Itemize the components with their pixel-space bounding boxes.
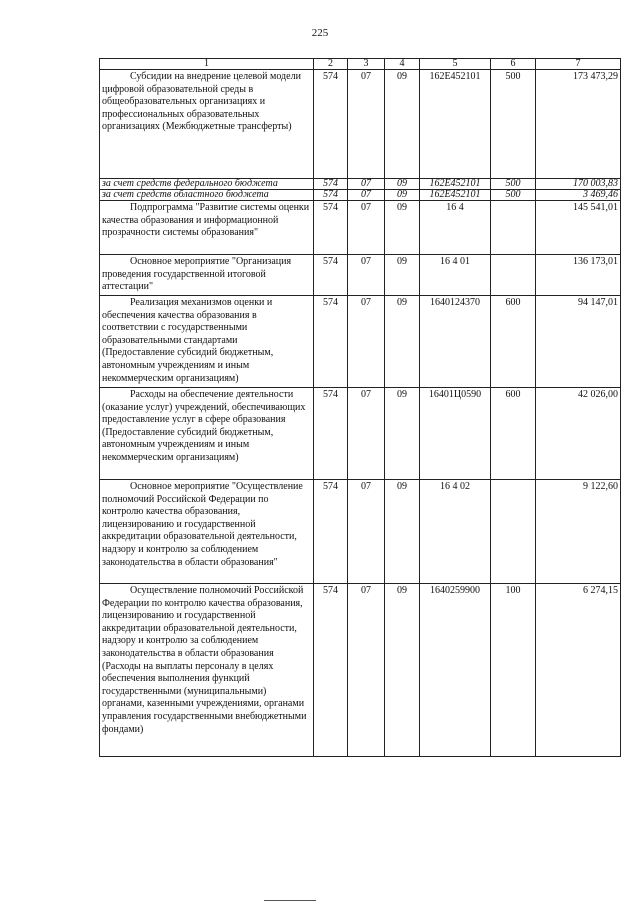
table-row [100,70,621,179]
row-name-cell: Расходы на обеспечение деятельности (оказание услуг) учреждений, обеспечивающих предоставление услуг в сфере образования (Предоставление субсидий бюджетным, автономным учреждениям и иным некоммерческим организациям) [100,388,314,480]
csr-cell: 16 4 [420,201,491,255]
pr-cell: 09 [385,388,420,480]
csr-cell: 16401Ц0590 [420,388,491,480]
csr-cell: 1640124370 [420,296,491,388]
table-row [100,584,621,757]
csr-cell: 162E452101 [420,190,491,201]
rz-cell: 07 [348,255,385,296]
rz-cell: 07 [348,584,385,757]
ved-cell: 574 [314,179,348,190]
vr-cell: 100 [491,584,536,757]
ved-cell: 574 [314,296,348,388]
sum-cell: 94 147,01 [536,296,621,388]
table-header-row [100,59,621,70]
ved-cell: 574 [314,190,348,201]
pr-cell: 09 [385,296,420,388]
vr-cell: 500 [491,190,536,201]
row-name-cell: Подпрограмма "Развитие системы оценки качества образования и информационной прозрачности системы образования" [100,201,314,255]
table-row [100,388,621,480]
vr-cell: 600 [491,296,536,388]
budget-table [99,58,621,757]
ved-cell: 574 [314,70,348,179]
table-row [100,255,621,296]
vr-cell: 500 [491,70,536,179]
pr-cell: 09 [385,584,420,757]
table-row [100,179,621,190]
csr-cell: 162E452101 [420,179,491,190]
rz-cell: 07 [348,201,385,255]
column-header: 1 [100,59,314,70]
pr-cell: 09 [385,179,420,190]
csr-cell: 1640259900 [420,584,491,757]
bottom-divider [264,900,316,901]
ved-cell: 574 [314,255,348,296]
sum-cell: 42 026,00 [536,388,621,480]
sum-cell: 173 473,29 [536,70,621,179]
pr-cell: 09 [385,480,420,584]
vr-cell: 500 [491,179,536,190]
rz-cell: 07 [348,388,385,480]
row-name-cell: за счет средств областного бюджета [100,190,314,201]
vr-cell [491,255,536,296]
column-header: 7 [536,59,621,70]
row-name-cell: Основное мероприятие "Осуществление полномочий Российской Федерации по контролю качества образования, лицензированию и государственной аккредитации образовательной деятельности, надзору и контролю за соблюдением законодательства в области образования" [100,480,314,584]
sum-cell: 170 003,83 [536,179,621,190]
sum-cell: 136 173,01 [536,255,621,296]
table-row [100,296,621,388]
row-name-cell: Осуществление полномочий Российской Федерации по контролю качества образования, лицензированию и государственной аккредитации образовательной деятельности, надзору и контролю за соблюдением законодательства в области образования (Расходы на выплаты персоналу в целях обеспечения выполнения функций государственными (муниципальными) органами, казенными учреждениями, органами управления государственными внебюджетными фондами) [100,584,314,757]
csr-cell: 16 4 02 [420,480,491,584]
column-header: 2 [314,59,348,70]
rz-cell: 07 [348,480,385,584]
csr-cell: 16 4 01 [420,255,491,296]
row-name-cell: за счет средств федерального бюджета [100,179,314,190]
pr-cell: 09 [385,190,420,201]
sum-cell: 145 541,01 [536,201,621,255]
column-header: 6 [491,59,536,70]
table-row [100,201,621,255]
column-header: 5 [420,59,491,70]
pr-cell: 09 [385,201,420,255]
csr-cell: 162E452101 [420,70,491,179]
vr-cell [491,480,536,584]
column-header: 3 [348,59,385,70]
ved-cell: 574 [314,201,348,255]
vr-cell: 600 [491,388,536,480]
row-name-cell: Реализация механизмов оценки и обеспечения качества образования в соответствии с государственными образовательными стандартами (Предоставление субсидий бюджетным, автономным учреждениям и иным некоммерческим организациям) [100,296,314,388]
sum-cell: 3 469,46 [536,190,621,201]
row-name-cell: Основное мероприятие "Организация проведения государственной итоговой аттестации" [100,255,314,296]
column-header: 4 [385,59,420,70]
ved-cell: 574 [314,388,348,480]
sum-cell: 9 122,60 [536,480,621,584]
page-number: 225 [311,27,329,39]
rz-cell: 07 [348,190,385,201]
rz-cell: 07 [348,179,385,190]
pr-cell: 09 [385,70,420,179]
table-row [100,480,621,584]
ved-cell: 574 [314,584,348,757]
vr-cell [491,201,536,255]
pr-cell: 09 [385,255,420,296]
sum-cell: 6 274,15 [536,584,621,757]
table-row [100,190,621,201]
row-name-cell: Субсидии на внедрение целевой модели цифровой образовательной среды в общеобразовательных организациях и профессиональных образовательных организациях (Межбюджетные трансферты) [100,70,314,179]
rz-cell: 07 [348,70,385,179]
rz-cell: 07 [348,296,385,388]
ved-cell: 574 [314,480,348,584]
